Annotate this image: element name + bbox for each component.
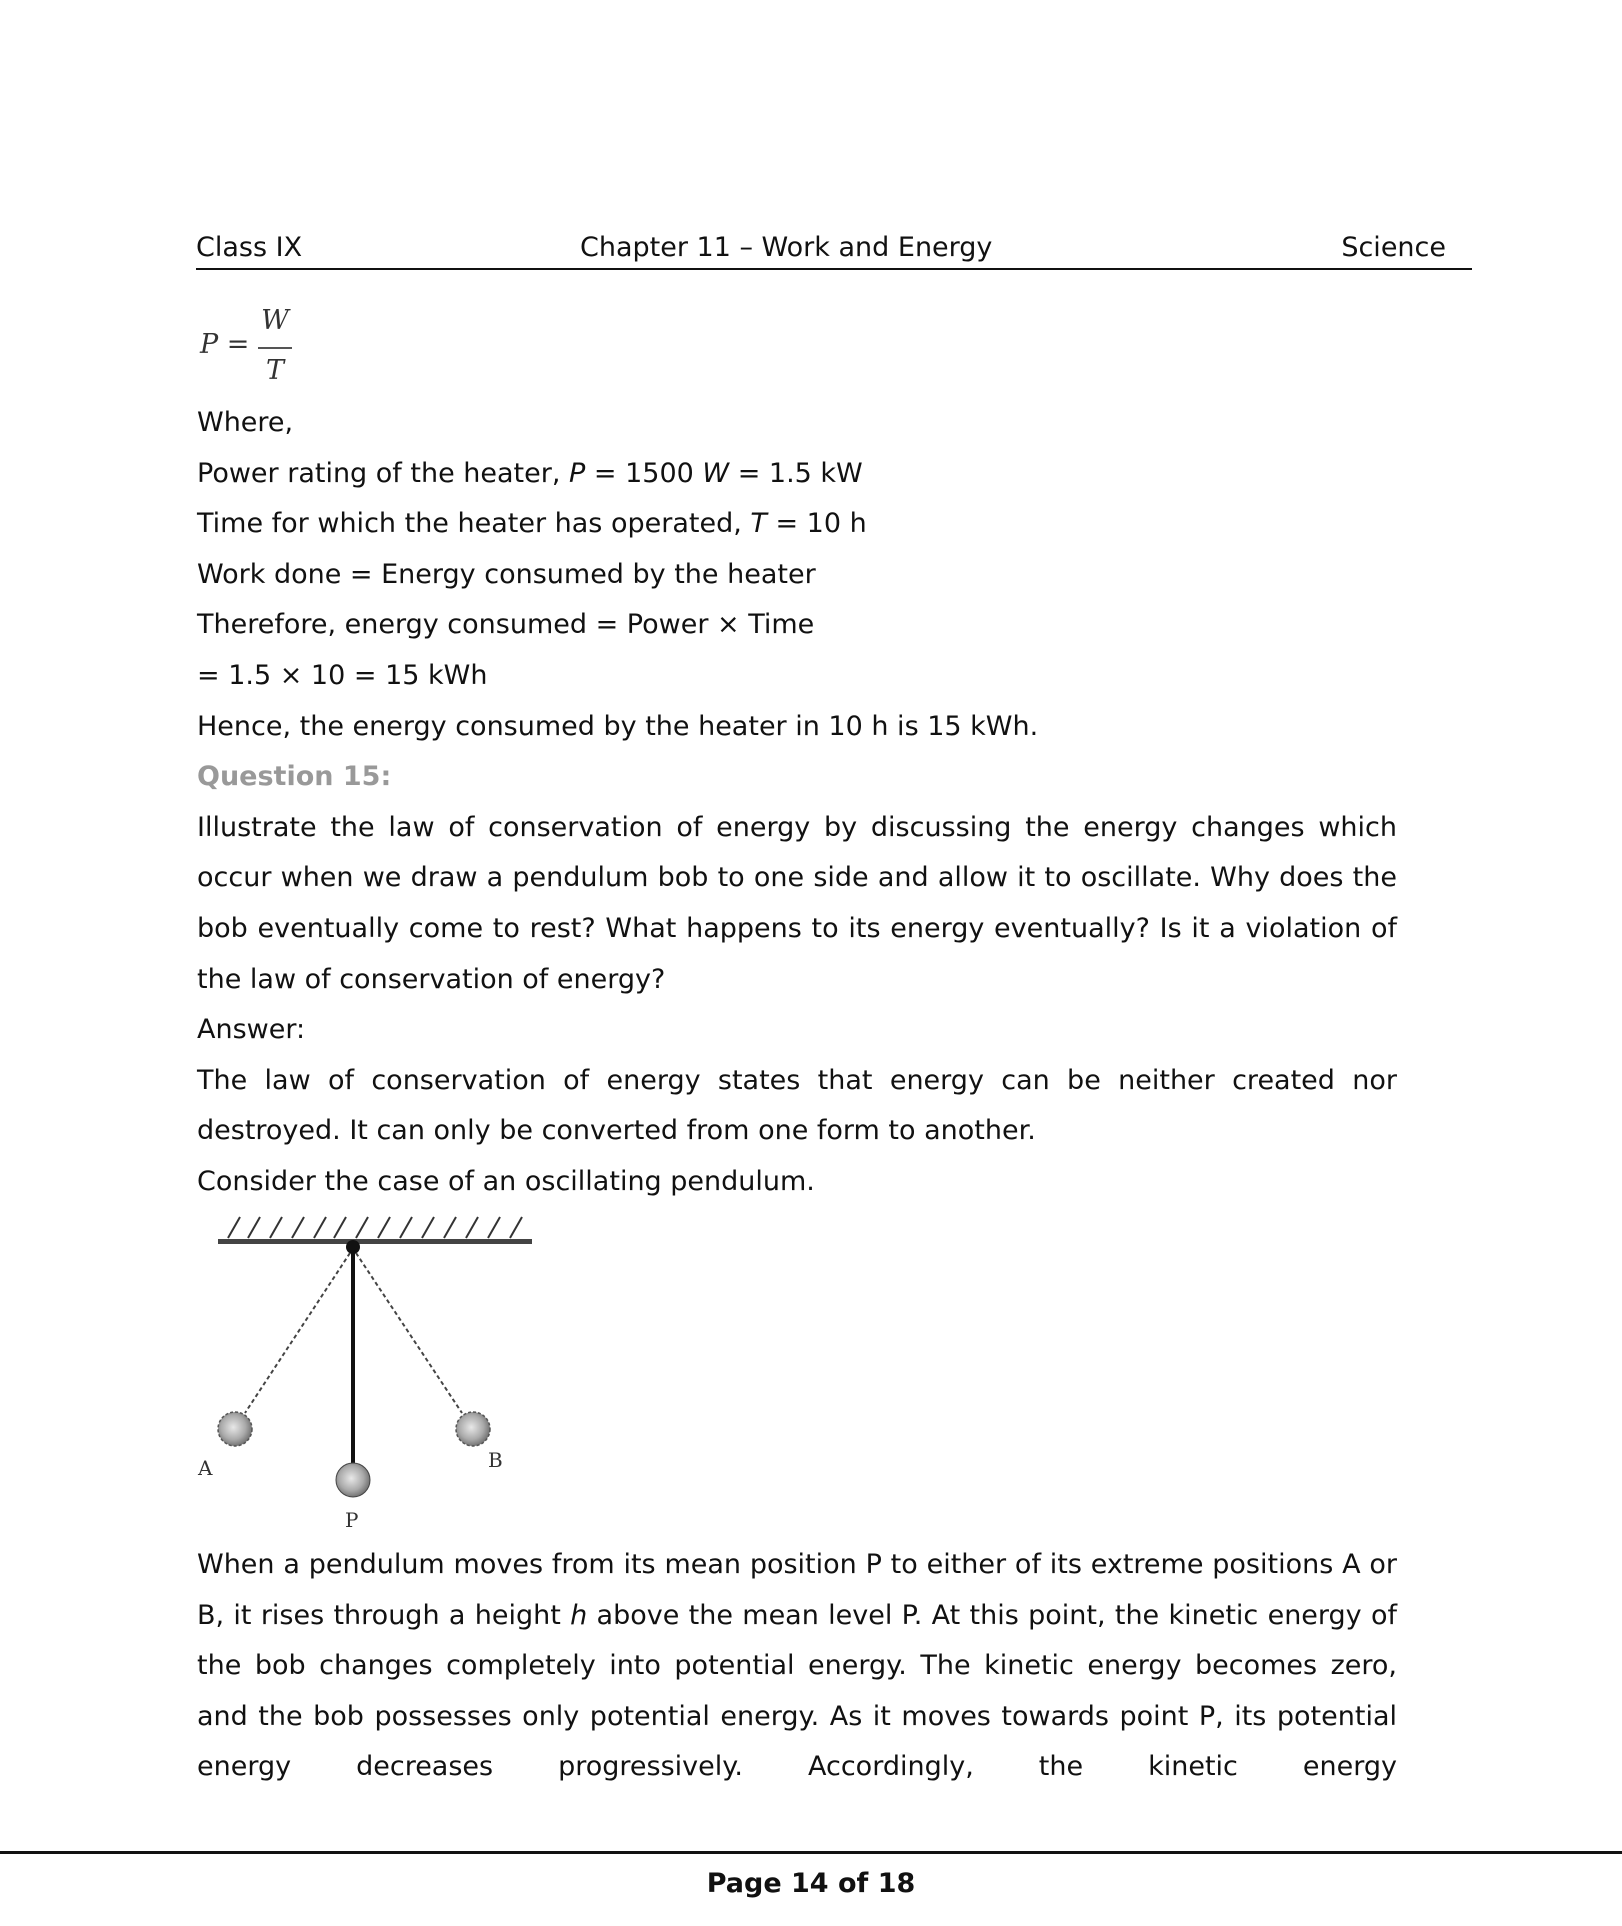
- header-subject: Science: [1341, 232, 1446, 263]
- text-span: When a pendulum moves from its mean position P to either of its extreme positions A or B, it rises through a height: [197, 1549, 1397, 1631]
- footer-divider: [0, 1851, 1622, 1854]
- text-span: = 1.5 kW: [729, 457, 863, 489]
- bob-B: [456, 1412, 490, 1446]
- page-number: Page 14 of 18: [706, 1868, 916, 1899]
- text-span: Power rating of the heater,: [197, 457, 570, 489]
- formula-denominator: T: [265, 355, 284, 386]
- text-span: = 1500: [585, 457, 703, 489]
- time-line: [197, 499, 1397, 550]
- header-chapter: Chapter 11 – Work and Energy: [580, 232, 993, 263]
- text-span: above the mean level P. At this point, the kinetic energy of the bob changes completely into potential energy. The kinetic energy becomes zero, and the bob possesses only potential energy. As it moves towards point P, its potential energy decreases progressively. Accordingly, the kinetic energy: [197, 1599, 1397, 1783]
- calc-line: = 1.5 × 10 = 15 kWh: [197, 659, 488, 691]
- question-text: Illustrate the law of conservation of energy by discussing the energy changes which occur when we draw a pendulum bob to one side and allow it to oscillate. Why does the bob eventually come to rest? What happens to its energy eventually? Is it a violation of the law of conservation of energy?: [197, 811, 1397, 995]
- text-span: Time for which the heater has operated,: [197, 508, 751, 540]
- bob-P: [336, 1463, 370, 1497]
- page-header: [196, 228, 1472, 270]
- answer-paragraph-2: Consider the case of an oscillating pendulum.: [197, 1165, 815, 1197]
- therefore-line: Therefore, energy consumed = Power × Time: [197, 609, 815, 641]
- where-line: Where,: [197, 407, 294, 438]
- var-P: P: [569, 457, 586, 489]
- label-B: B: [488, 1448, 503, 1472]
- header-class: Class IX: [196, 232, 303, 263]
- formula-fraction: [258, 305, 292, 386]
- answer-paragraph-1: The law of conservation of energy states that energy can be neither created nor destroyed. It can only be converted from one form to another.: [197, 1064, 1397, 1147]
- pendulum-diagram: [190, 1205, 550, 1545]
- answer-label: Answer:: [197, 1014, 306, 1046]
- label-P: P: [345, 1508, 359, 1532]
- ceiling-hatch: [228, 1217, 522, 1238]
- main-content: [197, 398, 1397, 1208]
- power-rating-line: [197, 449, 1397, 500]
- formula-numerator: W: [261, 305, 289, 336]
- work-line: Work done = Energy consumed by the heater: [197, 558, 816, 590]
- hence-line: Hence, the energy consumed by the heater in 10 h is 15 kWh.: [197, 710, 1039, 742]
- answer-paragraph-3: [197, 1540, 1397, 1793]
- bob-A: [218, 1412, 252, 1446]
- ceiling-bar: [218, 1239, 532, 1244]
- var-h: h: [570, 1599, 588, 1631]
- pivot-point: [346, 1240, 360, 1254]
- fraction-bar: [258, 347, 292, 349]
- question-heading: Question 15:: [197, 761, 392, 793]
- label-A: A: [198, 1456, 213, 1480]
- var-W: W: [702, 457, 730, 489]
- var-T: T: [750, 508, 767, 540]
- string-to-A: [245, 1253, 350, 1413]
- string-to-B: [356, 1253, 462, 1413]
- text-span: = 10 h: [766, 508, 867, 540]
- formula-lhs: P =: [200, 329, 250, 360]
